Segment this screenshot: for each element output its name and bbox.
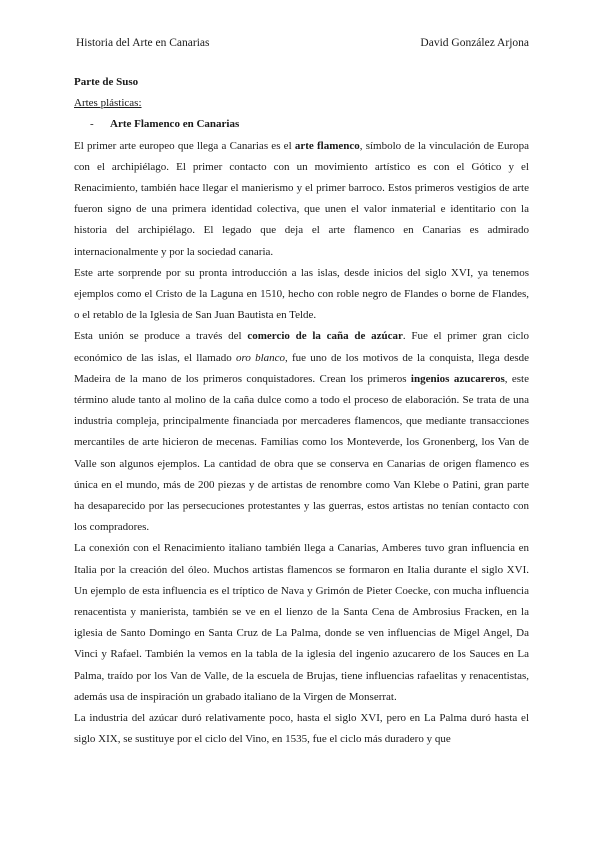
header-author: David González Arjona [420,37,529,49]
p3-text-g: , este término alude tanto al molino de la caña dulce como a todo el proceso de elaboración. Se trata de una industria compleja, principalmente financiada por mercaderes flamencos, que mediante transacciones mercantiles de arte hicieron de mecenas. Familias como los Monteverde, los Gronenberg, los Van de Valle son algunos ejemplos. La cantidad de obra que se conserva en Canarias de origen flamenco es única en el mundo, más de 200 piezas y de artistas de renombre como Van Klebe o Patini, gran parte ha desaparecido por las persecuciones protestantes y las guerras, estos artistas no tenían contacto con los compradores. [74,372,529,534]
section-title: Parte de Suso [74,76,139,88]
bullet-item [74,114,529,135]
p3-italic-term: oro blanco [235,351,286,364]
header-course-title: Historia del Arte en Canarias [76,37,210,49]
page-header [76,37,529,49]
paragraph-3 [74,326,529,538]
p3-text-e: , fue uno de los motivos de la conquista, llega desde Madeira de la mano de los primeros conquistadores. Crean los primeros [74,351,530,385]
paragraph-1 [74,136,529,263]
p3-bold-term-2: ingenios azucareros [410,372,505,385]
p3-bold-term: comercio de la caña de azúcar [247,330,403,343]
bullet-dash: - [90,118,94,131]
paragraph-4: La conexión con el Renacimiento italiano también llega a Canarias, Amberes tuvo gran influencia en Italia por la creación del óleo. Muchos artistas flamencos se formaron en Italia durante el siglo XVI. Un ejemplo de esta influencia es el tríptico de Nava y Grimón de Pieter Coecke, con mucha influencia renacentista y manierista, también se ve en el lienzo de la Santa Cena de Ambrosius Fracken, en la iglesia de Santo Domingo en Santa Cruz de La Palma, donde se ven influencias de Migel Angel, Da Vinci y Rafael. También la vemos en la tabla de la iglesia del ingenio azucarero de los Sauces en La Palma, traído por los Van de Valle, de la escuela de Brujas, tiene influencias rafaelitas y renacentistas, además usa de inspiración un grabado italiano de la Virgen de Monserrat. [74,542,529,703]
document-body [74,72,529,751]
paragraph-2: Este arte sorprende por su pronta introducción a las islas, desde inicios del siglo XVI, ya tenemos ejemplos como el Cristo de la Laguna en 1510, hecho con roble negro de Flandes o borne de Flandes, o el retablo de la Iglesia de San Juan Bautista en Telde. [74,266,529,322]
bullet-text: Arte Flamenco en Canarias [110,118,240,131]
p3-text-c: . Fue el primer gran ciclo económico de las islas, el llamado [74,330,530,364]
p1-text-c: , símbolo de la vinculación de Europa con el archipiélago. El primer contacto con un movimiento artístico es con el Gótico y el Renacimiento, también hace llegar el manierismo y el primer barroco. Estos primeros vestigios de arte fueron signo de una primera identidad colectiva, que unen el valor inmaterial e identitario con la historia del archipiélago. El legado que deja el arte flamenco en Canarias es admirado internacionalmente y por la sociedad canaria. [74,139,529,258]
paragraph-5: La industria del azúcar duró relativamente poco, hasta el siglo XVI, pero en La Palma duró hasta el siglo XIX, se sustituye por el ciclo del Vino, en 1535, fue el ciclo más duradero y que [74,712,529,746]
p1-text-a: El primer arte europeo que llega a Canarias es el [74,139,295,152]
subsection-title: Artes plásticas: [74,97,142,110]
p1-bold-term: arte flamenco [294,139,360,152]
p3-text-a: Esta unión se produce a través del [74,330,248,343]
